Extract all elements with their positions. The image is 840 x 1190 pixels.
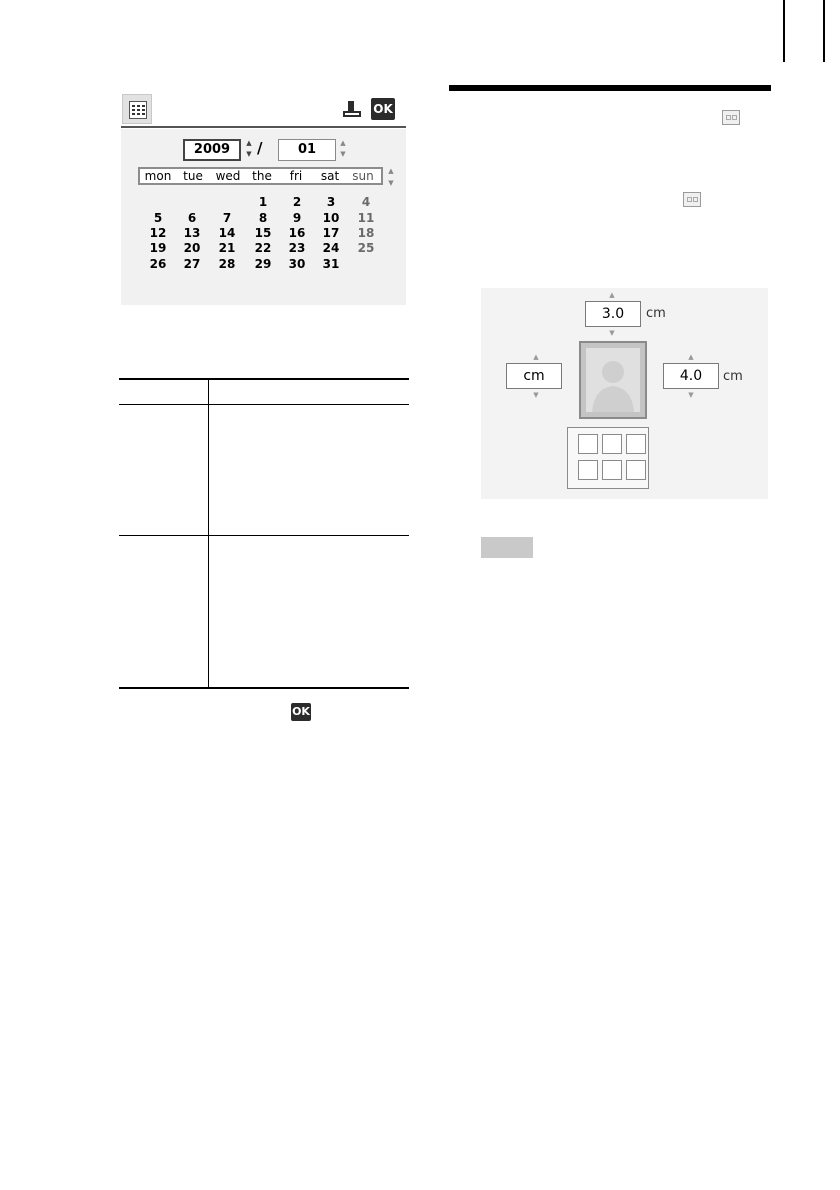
calendar-day[interactable]: 5 bbox=[153, 211, 163, 225]
calendar-day[interactable]: 27 bbox=[183, 257, 201, 271]
month-down-arrow-icon[interactable]: ▼ bbox=[340, 150, 346, 158]
calendar-day[interactable]: 8 bbox=[258, 211, 268, 225]
right-unit-label: cm bbox=[723, 369, 743, 384]
top-down-arrow-icon[interactable]: ▼ bbox=[609, 329, 615, 337]
ok-icon: OK bbox=[291, 703, 311, 721]
weekday-label: wed bbox=[215, 169, 241, 183]
top-unit-label: cm bbox=[646, 306, 666, 321]
calendar-day[interactable]: 19 bbox=[149, 241, 167, 255]
six-up-layout-icon[interactable] bbox=[567, 427, 649, 489]
weekday-label: sat bbox=[320, 169, 340, 183]
month-field[interactable]: 01 bbox=[278, 139, 336, 161]
left-size-field[interactable] bbox=[506, 363, 562, 389]
date-separator: / bbox=[257, 139, 263, 157]
layout-icon bbox=[722, 110, 740, 125]
year-down-arrow-icon[interactable]: ▼ bbox=[246, 150, 252, 158]
table-header-rule bbox=[119, 404, 409, 405]
print-icon[interactable] bbox=[342, 101, 362, 119]
right-up-arrow-icon[interactable]: ▲ bbox=[688, 353, 694, 361]
section-heading-bar bbox=[449, 85, 771, 91]
calendar-screen bbox=[121, 92, 406, 305]
left-unit-label: cm bbox=[523, 368, 545, 384]
weekday-down-arrow-icon[interactable]: ▼ bbox=[388, 179, 394, 187]
table-row-rule bbox=[119, 535, 409, 536]
left-up-arrow-icon[interactable]: ▲ bbox=[533, 353, 539, 361]
calendar-toolbar bbox=[121, 92, 406, 128]
calendar-day[interactable]: 21 bbox=[218, 241, 236, 255]
calendar-day[interactable]: 22 bbox=[254, 241, 272, 255]
calendar-day[interactable]: 1 bbox=[258, 195, 268, 209]
calendar-day[interactable]: 9 bbox=[292, 211, 302, 225]
calendar-day[interactable]: 14 bbox=[218, 226, 236, 240]
calendar-day[interactable]: 20 bbox=[183, 241, 201, 255]
ok-button[interactable]: OK bbox=[371, 98, 395, 120]
month-up-arrow-icon[interactable]: ▲ bbox=[340, 139, 346, 147]
calendar-day[interactable]: 18 bbox=[357, 226, 375, 240]
calendar-day[interactable]: 15 bbox=[254, 226, 272, 240]
note-tag bbox=[481, 537, 533, 558]
weekday-up-arrow-icon[interactable]: ▲ bbox=[388, 167, 394, 175]
calendar-day[interactable]: 26 bbox=[149, 257, 167, 271]
calendar-day[interactable]: 31 bbox=[322, 257, 340, 271]
calendar-day[interactable]: 30 bbox=[288, 257, 306, 271]
table-column-rule bbox=[208, 378, 209, 688]
weekday-label: sun bbox=[352, 169, 374, 183]
calendar-day[interactable]: 13 bbox=[183, 226, 201, 240]
calendar-day[interactable]: 6 bbox=[187, 211, 197, 225]
right-size-field[interactable]: 4.0 bbox=[663, 363, 719, 389]
calendar-day[interactable]: 25 bbox=[357, 241, 375, 255]
toolbar-divider bbox=[121, 126, 406, 128]
left-down-arrow-icon[interactable]: ▼ bbox=[533, 391, 539, 399]
calendar-day[interactable]: 28 bbox=[218, 257, 236, 271]
calendar-day[interactable]: 24 bbox=[322, 241, 340, 255]
calendar-day[interactable]: 16 bbox=[288, 226, 306, 240]
right-down-arrow-icon[interactable]: ▼ bbox=[688, 391, 694, 399]
calendar-day[interactable]: 4 bbox=[361, 195, 371, 209]
calendar-day[interactable]: 12 bbox=[149, 226, 167, 240]
year-field[interactable]: 2009 bbox=[183, 139, 241, 161]
top-size-field[interactable]: 3.0 bbox=[585, 301, 641, 327]
table-bottom-rule bbox=[119, 687, 409, 689]
calendar-day[interactable]: 17 bbox=[322, 226, 340, 240]
weekday-label: mon bbox=[144, 169, 172, 183]
calendar-day[interactable]: 7 bbox=[222, 211, 232, 225]
crop-mark-right bbox=[823, 0, 825, 62]
portrait-placeholder-icon[interactable] bbox=[579, 341, 647, 419]
layout-icon bbox=[683, 192, 701, 207]
calendar-day[interactable]: 3 bbox=[326, 195, 336, 209]
table-top-rule bbox=[119, 378, 409, 380]
weekday-label: tue bbox=[183, 169, 203, 183]
calendar-day[interactable]: 11 bbox=[357, 211, 375, 225]
weekday-label: fri bbox=[289, 169, 303, 183]
weekday-header[interactable] bbox=[138, 167, 383, 185]
weekday-label: the bbox=[252, 169, 272, 183]
calendar-day[interactable]: 29 bbox=[254, 257, 272, 271]
top-up-arrow-icon[interactable]: ▲ bbox=[609, 291, 615, 299]
calendar-day[interactable]: 23 bbox=[288, 241, 306, 255]
crop-mark-left bbox=[783, 0, 785, 62]
calendar-day[interactable]: 2 bbox=[292, 195, 302, 209]
year-up-arrow-icon[interactable]: ▲ bbox=[246, 139, 252, 147]
calendar-icon[interactable] bbox=[122, 94, 152, 124]
size-layout-screen bbox=[481, 288, 768, 499]
calendar-body bbox=[121, 129, 406, 305]
calendar-day[interactable]: 10 bbox=[322, 211, 340, 225]
